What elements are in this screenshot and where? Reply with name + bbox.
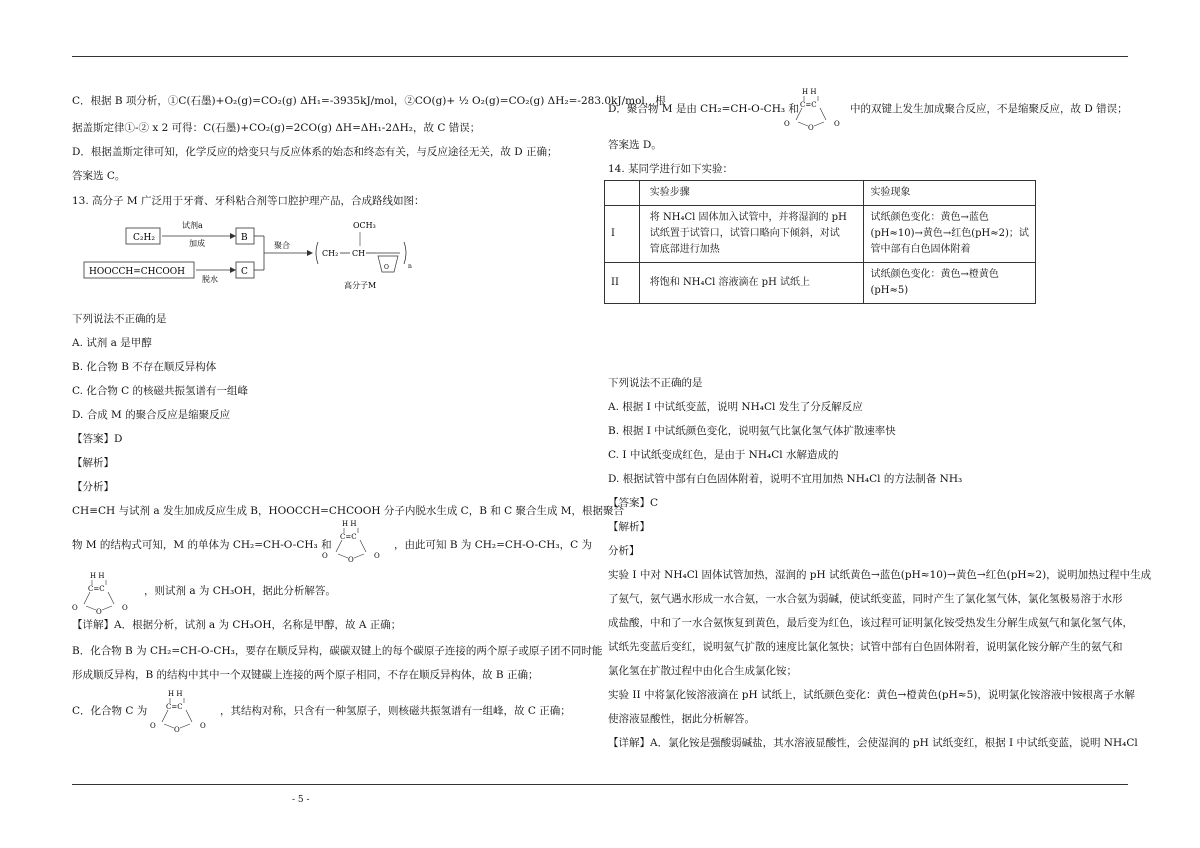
svg-text:O: O	[322, 552, 328, 560]
svg-text:H H: H H	[168, 690, 183, 698]
option-b: B. 化合物 B 不存在顺反异构体	[72, 361, 217, 373]
svg-text:O: O	[374, 552, 380, 560]
compound-c-structure-2	[150, 688, 220, 734]
svg-text:C=C: C=C	[340, 533, 357, 541]
stem-13: 下列说法不正确的是	[72, 313, 167, 325]
table-header-row	[605, 181, 1036, 206]
stem-14: 下列说法不正确的是	[608, 377, 703, 389]
polymer-m-label: 高分子M	[344, 281, 377, 290]
text-line: 【详解】A．氯化铵是强酸弱碱盐，其水溶液显酸性，会使湿润的 pH 试纸变红，根据 I 中试纸变蓝，说明 NH₄Cl	[608, 737, 1138, 749]
text-line: 【详解】A．根据分析，试剂 a 为 CH₃OH，名称是甲醇，故 A 正确；	[72, 619, 402, 631]
text-line: 实验 II 中将氯化铵溶液滴在 pH 试纸上，试纸颜色变化：黄色→橙黄色(pH≈5)，说明氯化铵溶液中铵根离子水解	[608, 689, 1135, 701]
och3-label: OCH₃	[353, 221, 376, 230]
text-line: 答案选 C。	[72, 170, 126, 182]
polymerize-label: 聚合	[274, 241, 290, 250]
option-c: C. 化合物 C 的核磁共振氢谱有一组峰	[72, 385, 249, 397]
svg-text:O: O	[808, 124, 814, 132]
c-label: C	[241, 267, 248, 277]
row-id: II	[605, 263, 640, 304]
text-line: D．聚合物 M 是由 CH₂=CH-O-CH₃ 和	[608, 103, 799, 115]
row-observation: 试纸颜色变化：黄色→蓝色(pH≈10)→黄色→红色(pH≈2)；试管中部有白色固体附着	[864, 206, 1036, 263]
b-label: B	[241, 233, 248, 243]
text-line: 成盐酸，中和了一水合氨恢复到黄色，最后变为红色，该过程可证明氯化铵受热发生分解生成氨气和氯化氢气体，	[608, 617, 1133, 629]
svg-text:O: O	[72, 604, 78, 612]
text-line: C．根据 B 项分析，①C(石墨)+O₂(g)=CO₂(g) ΔH₁=-3935kJ/mol，②CO(g)+ ½ O₂(g)=CO₂(g) ΔH₂=-283.0kJ/mol，根	[72, 95, 666, 107]
text-line: B．化合物 B 为 CH₂=CH-O-CH₃，要存在顺反异构，碳碳双键上的每个碳原子连接的两个原子或原子团不同时能	[72, 645, 603, 657]
fenxi-heading: 【分析】	[72, 481, 114, 493]
analysis-heading: 【解析】	[608, 521, 650, 533]
option-d: D. 根据试管中部有白色固体附着，说明不宜用加热 NH₄Cl 的方法制备 NH₃	[608, 473, 963, 485]
row-step: 将饱和 NH₄Cl 溶液滴在 pH 试纸上	[639, 263, 864, 304]
answer-13: 【答案】D	[72, 433, 123, 445]
option-d: D. 合成 M 的聚合反应是缩聚反应	[72, 409, 231, 421]
fenxi-heading: 分析】	[608, 545, 640, 557]
svg-text:O: O	[150, 722, 156, 730]
svg-text:O: O	[96, 608, 102, 616]
svg-text:C=C: C=C	[800, 101, 817, 109]
svg-text:H H: H H	[802, 88, 817, 96]
table-header-observation: 实验现象	[864, 181, 1036, 206]
text-line: CH≡CH 与试剂 a 发生加成反应生成 B，HOOCCH=CHCOOH 分子内脱水生成 C，B 和 C 聚合生成 M，根据聚合	[72, 505, 625, 517]
text-line: 使溶液显酸性，据此分析解答。	[608, 713, 755, 725]
svg-text:H H: H H	[90, 572, 105, 580]
text-line: 据盖斯定律①-② x 2 可得：C(石墨)+CO₂(g)=2CO(g) ΔH=ΔH₁-2ΔH₂，故 C 错误；	[72, 122, 481, 134]
svg-text:CH: CH	[352, 249, 366, 258]
dehydrate-label: 脱水	[202, 275, 218, 284]
text-line: 实验 I 中对 NH₄Cl 固体试管加热，湿润的 pH 试纸黄色→蓝色(pH≈10)→黄色→红色(pH≈2)，说明加热过程中生成	[608, 569, 1152, 581]
maleic-anhydride-structure-2	[784, 86, 850, 132]
text-line: ，由此可知 B 为 CH₂=CH-O-CH₃，C 为	[394, 539, 592, 551]
option-a: A. 根据 I 中试纸变蓝，说明 NH₄Cl 发生了分反解反应	[608, 401, 863, 413]
option-c: C. I 中试纸变成红色，是由于 NH₄Cl 水解造成的	[608, 449, 839, 461]
question-13: 13. 高分子 M 广泛用于牙膏、牙科粘合剂等口腔护理产品，合成路线如图：	[72, 195, 425, 207]
text-line: 形成顺反异构，B 的结构中其中一个双键碳上连接的两个原子相同，不存在顺反异构体，故 B 正确；	[72, 669, 539, 681]
bottom-rule	[72, 784, 1128, 785]
svg-text:C=C: C=C	[88, 585, 105, 593]
svg-text:O: O	[784, 120, 790, 128]
compound-c-structure	[72, 570, 142, 616]
hooc-label: HOOCCH=CHCOOH	[89, 267, 185, 277]
svg-text:C=C: C=C	[166, 703, 183, 711]
svg-text:O: O	[834, 120, 840, 128]
synthesis-scheme	[82, 216, 422, 296]
analysis-heading: 【解析】	[72, 457, 114, 469]
svg-text:O: O	[384, 264, 389, 271]
top-rule	[72, 56, 1128, 57]
table-header-step: 实验步骤	[639, 181, 864, 206]
svg-text:O: O	[348, 556, 354, 564]
svg-text:O: O	[174, 726, 180, 734]
svg-text:CH₂: CH₂	[322, 249, 339, 258]
svg-text:n: n	[408, 263, 412, 270]
addition-label: 加成	[189, 239, 205, 248]
svg-text:H H: H H	[342, 520, 357, 528]
svg-text:O: O	[200, 722, 206, 730]
row-observation: 试纸颜色变化：黄色→橙黄色(pH≈5)	[864, 263, 1036, 304]
option-b: B. 根据 I 中试纸颜色变化，说明氨气比氯化氢气体扩散速率快	[608, 425, 896, 437]
svg-text:O: O	[122, 604, 128, 612]
text-line: 答案选 D。	[608, 139, 662, 151]
text-line: C．化合物 C 为	[72, 705, 148, 717]
text-line: D．根据盖斯定律可知，化学反应的焓变只与反应体系的始态和终态有关，与反应途径无关，故 D 正确；	[72, 146, 558, 158]
text-line: 试纸先变蓝后变红，说明氨气扩散的速度比氯化氢快；试管中部有白色固体附着，说明氯化铵分解产生的氨气和	[608, 641, 1123, 653]
table-row	[605, 263, 1036, 304]
answer-14: 【答案】C	[608, 497, 659, 509]
text-line: 物 M 的结构式可知，M 的单体为 CH₂=CH-O-CH₃ 和	[72, 539, 332, 551]
text-line: 中的双键上发生加成聚合反应，不是缩聚反应，故 D 错误；	[850, 103, 1128, 115]
c2h2-label: C₂H₂	[133, 233, 155, 243]
row-step: 将 NH₄Cl 固体加入试管中，并将湿润的 pH 试纸置于试管口，试管口略向下倾斜，对试管底部进行加热	[639, 206, 864, 263]
text-line: ，则试剂 a 为 CH₃OH，据此分析解答。	[144, 585, 336, 597]
experiment-table	[604, 180, 1036, 304]
row-id: I	[605, 206, 640, 263]
text-line: 了氨气，氨气遇水形成一水合氨，一水合氨为弱碱，使试纸变蓝，同时产生了氯化氢气体，氯化氢极易溶于水形	[608, 593, 1123, 605]
question-14: 14. 某同学进行如下实验：	[608, 163, 734, 175]
table-cell	[605, 181, 640, 206]
text-line: ，其结构对称，只含有一种氢原子，则核磁共振氢谱有一组峰，故 C 正确；	[220, 705, 571, 717]
text-line: 氯化氢在扩散过程中由化合生成氯化铵；	[608, 665, 797, 677]
maleic-anhydride-structure	[318, 518, 388, 564]
table-row	[605, 206, 1036, 263]
page-number: - 5 -	[292, 795, 310, 805]
option-a: A. 试剂 a 是甲醇	[72, 337, 152, 349]
reagent-label: 试剂a	[182, 221, 203, 230]
